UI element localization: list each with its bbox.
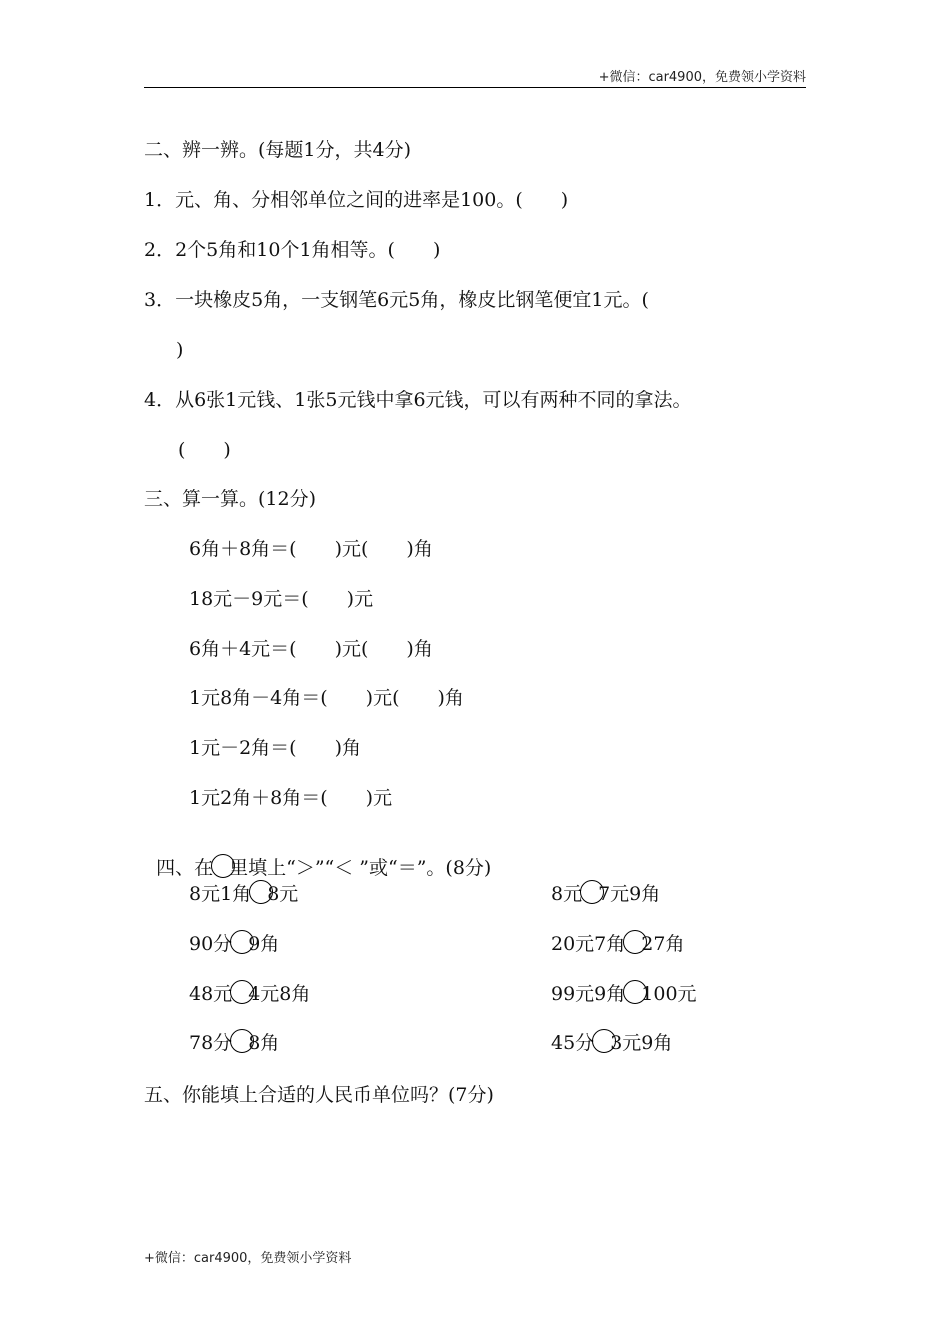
compare-left-3: 48元 4元8角 bbox=[189, 980, 310, 1006]
calc-item-2: 18元－9元＝( )元 bbox=[189, 588, 374, 610]
section-2-item-4-cont: ( ) bbox=[178, 439, 231, 461]
header-rule bbox=[144, 87, 806, 88]
section-2-title: 二、辨一辨。(每题1分，共4分) bbox=[144, 139, 412, 161]
calc-item-6: 1元2角＋8角＝( )元 bbox=[189, 787, 393, 809]
section-5-title: 五、你能填上合适的人民币单位吗？(7分) bbox=[144, 1084, 494, 1106]
section-2-item-3: 3．一块橡皮5角，一支钢笔6元5角，橡皮比钢笔便宜1元。( bbox=[144, 289, 649, 311]
section-2-item-3-cont: ) bbox=[176, 339, 184, 361]
compare-left-2: 90分 9角 bbox=[189, 930, 279, 956]
compare-right-3: 99元9角 100元 bbox=[551, 980, 697, 1006]
compare-left-4: 78分 8角 bbox=[189, 1029, 279, 1055]
compare-left-1: 8元1角 8元 bbox=[189, 880, 298, 906]
calc-item-3: 6角＋4元＝( )元( )角 bbox=[189, 638, 433, 660]
footer-text: +微信：car4900，免费领小学资料 bbox=[144, 1251, 352, 1266]
compare-right-2: 20元7角 27角 bbox=[551, 930, 684, 956]
section-2-item-1: 1．元、角、分相邻单位之间的进率是100。( ) bbox=[144, 189, 569, 211]
compare-right-4: 45分 3元9角 bbox=[551, 1029, 672, 1055]
calc-item-1: 6角＋8角＝( )元( )角 bbox=[189, 538, 433, 560]
section-4-title-post: 里填上“＞”“＜ ”或“＝”。(8分) bbox=[229, 857, 492, 879]
section-2-item-4: 4．从6张1元钱、1张5元钱中拿6元钱，可以有两种不同的拿法。 bbox=[144, 389, 692, 411]
compare-right-1: 8元 7元9角 bbox=[551, 880, 660, 906]
section-3-title: 三、算一算。(12分) bbox=[144, 488, 317, 510]
section-2-item-2: 2．2个5角和10个1角相等。( ) bbox=[144, 239, 441, 261]
calc-item-4: 1元8角－4角＝( )元( )角 bbox=[189, 687, 464, 709]
calc-item-5: 1元－2角＝( )角 bbox=[189, 737, 362, 759]
section-4-title bbox=[144, 830, 491, 880]
header-text: +微信：car4900，免费领小学资料 bbox=[598, 70, 806, 85]
section-4-title-pre: 四、在 bbox=[156, 857, 214, 879]
